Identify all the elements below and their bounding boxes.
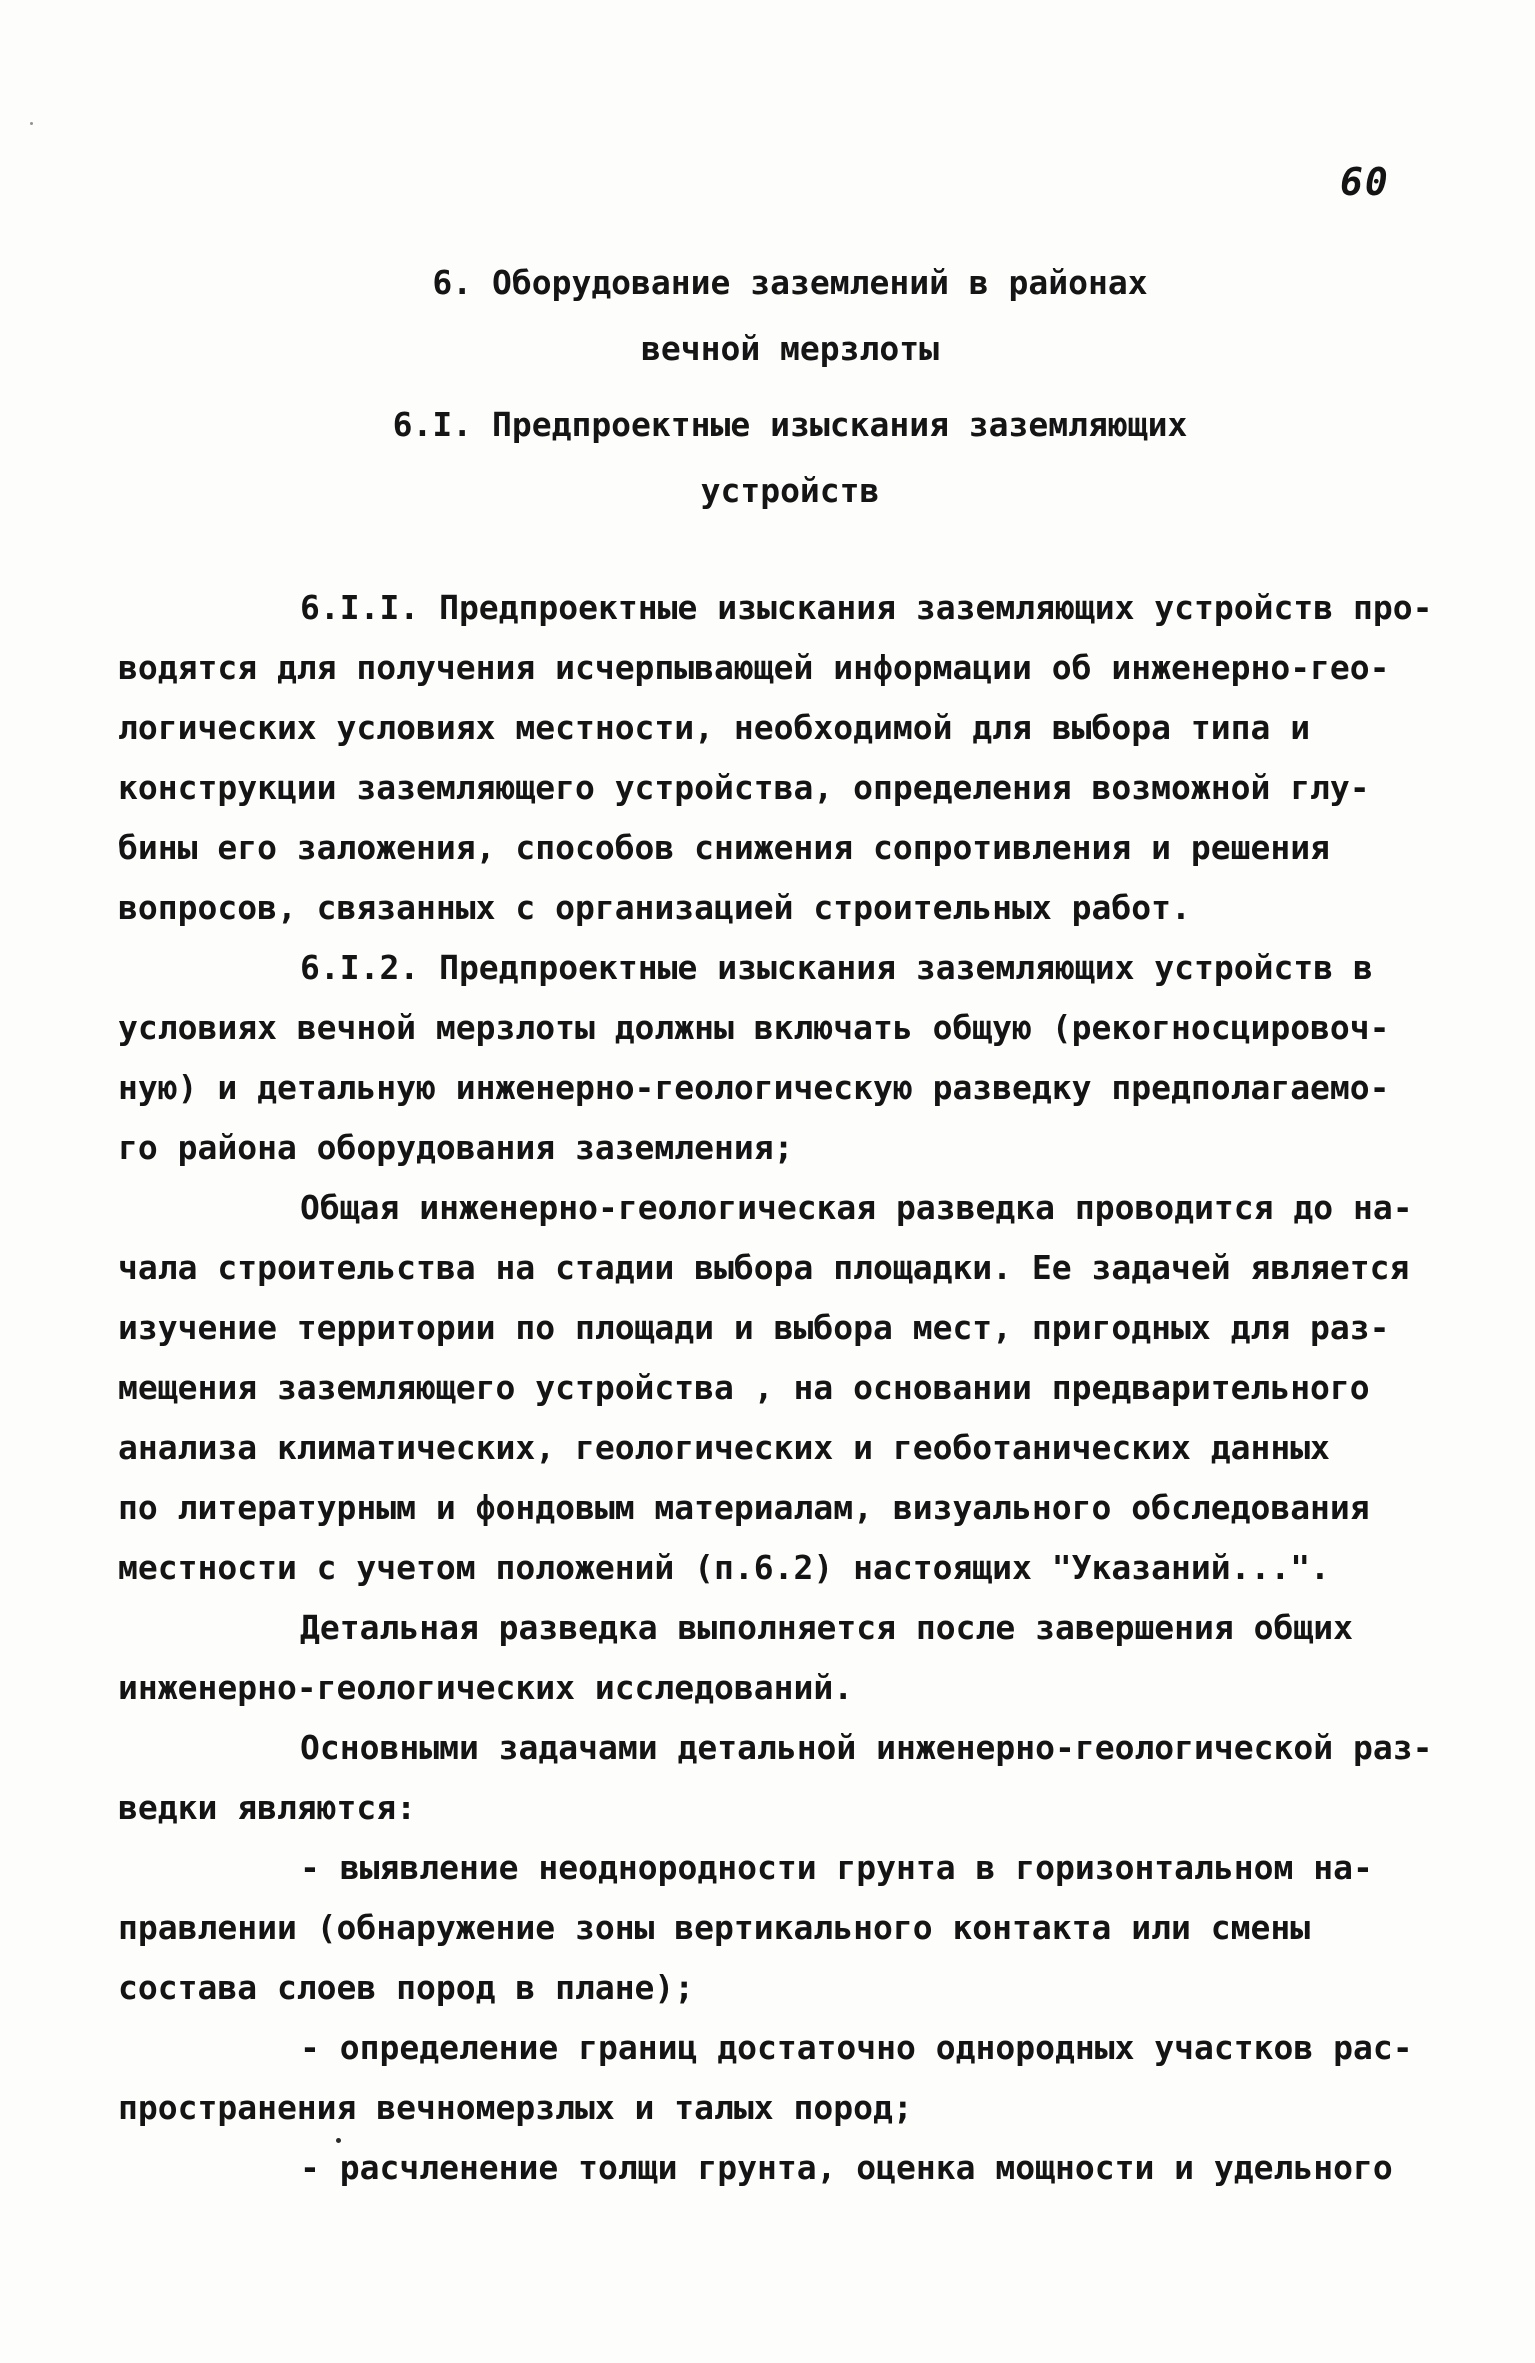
- body-line: ную) и детальную инженерно-геологическую разведку предполагаемо-: [118, 1068, 1390, 1107]
- body-line: логических условиях местности, необходимой для выбора типа и: [118, 708, 1311, 747]
- section-heading-line-1: 6. Оборудование заземлений в районах: [432, 263, 1148, 302]
- body-line: местности с учетом положений (п.6.2) настоящих "Указаний...".: [118, 1548, 1330, 1587]
- body-line: водятся для получения исчерпывающей информации об инженерно-гео-: [118, 648, 1390, 687]
- body-line: правлении (обнаружение зоны вертикального контакта или смены: [118, 1908, 1311, 1947]
- bullet-item-1: [118, 1838, 1448, 2018]
- section-heading: [140, 262, 1440, 512]
- body-line: го района оборудования заземления;: [118, 1128, 794, 1167]
- scan-speck: [336, 2138, 341, 2143]
- document-body: [118, 578, 1448, 2198]
- paragraph-general-survey: [118, 1178, 1448, 1598]
- body-line: ведки являются:: [118, 1788, 417, 1827]
- body-line: изучение территории по площади и выбора мест, пригодных для раз-: [118, 1308, 1390, 1347]
- bullet-item-2: [118, 2018, 1448, 2138]
- subsection-heading-line-1: 6.I. Предпроектные изыскания заземляющих: [392, 405, 1188, 444]
- body-line: по литературным и фондовым материалам, визуального обследования: [118, 1488, 1370, 1527]
- page-number: 60: [1340, 160, 1390, 204]
- body-line: Детальная разведка выполняется после завершения общих: [300, 1608, 1353, 1647]
- body-line: конструкции заземляющего устройства, определения возможной глу-: [118, 768, 1370, 807]
- body-line: вопросов, связанных с организацией строительных работ.: [118, 888, 1191, 927]
- section-heading-line-2: вечной мерзлоты: [640, 329, 939, 368]
- bullet-item-3: [118, 2138, 1448, 2198]
- paragraph-6-1-1: [118, 578, 1448, 938]
- body-line: - выявление неоднородности грунта в горизонтальном на-: [300, 1848, 1373, 1887]
- body-line: мещения заземляющего устройства , на основании предварительного: [118, 1368, 1370, 1407]
- body-line: инженерно-геологических исследований.: [118, 1668, 854, 1707]
- body-line: 6.I.2. Предпроектные изыскания заземляющих устройств в: [300, 948, 1373, 987]
- subsection-heading-line-2: устройств: [700, 471, 880, 510]
- body-line: бины его заложения, способов снижения сопротивления и решения: [118, 828, 1330, 867]
- body-line: состава слоев пород в плане);: [118, 1968, 695, 2007]
- body-line: Основными задачами детальной инженерно-геологической раз-: [300, 1728, 1433, 1767]
- paragraph-main-tasks: [118, 1718, 1448, 1838]
- body-line: 6.I.I. Предпроектные изыскания заземляющих устройств про-: [300, 588, 1433, 627]
- scan-speck: [30, 122, 33, 125]
- body-line: Общая инженерно-геологическая разведка проводится до на-: [300, 1188, 1413, 1227]
- paragraph-detailed-survey: [118, 1598, 1448, 1718]
- body-line: анализа климатических, геологических и геоботанических данных: [118, 1428, 1330, 1467]
- body-line: пространения вечномерзлых и талых пород;: [118, 2088, 913, 2127]
- body-line: чала строительства на стадии выбора площадки. Ее задачей является: [118, 1248, 1410, 1287]
- paragraph-6-1-2: [118, 938, 1448, 1178]
- body-line: условиях вечной мерзлоты должны включать общую (рекогносцировоч-: [118, 1008, 1390, 1047]
- body-line: - определение границ достаточно однородных участков рас-: [300, 2028, 1413, 2067]
- body-line: - расчленение толщи грунта, оценка мощности и удельного: [300, 2148, 1393, 2187]
